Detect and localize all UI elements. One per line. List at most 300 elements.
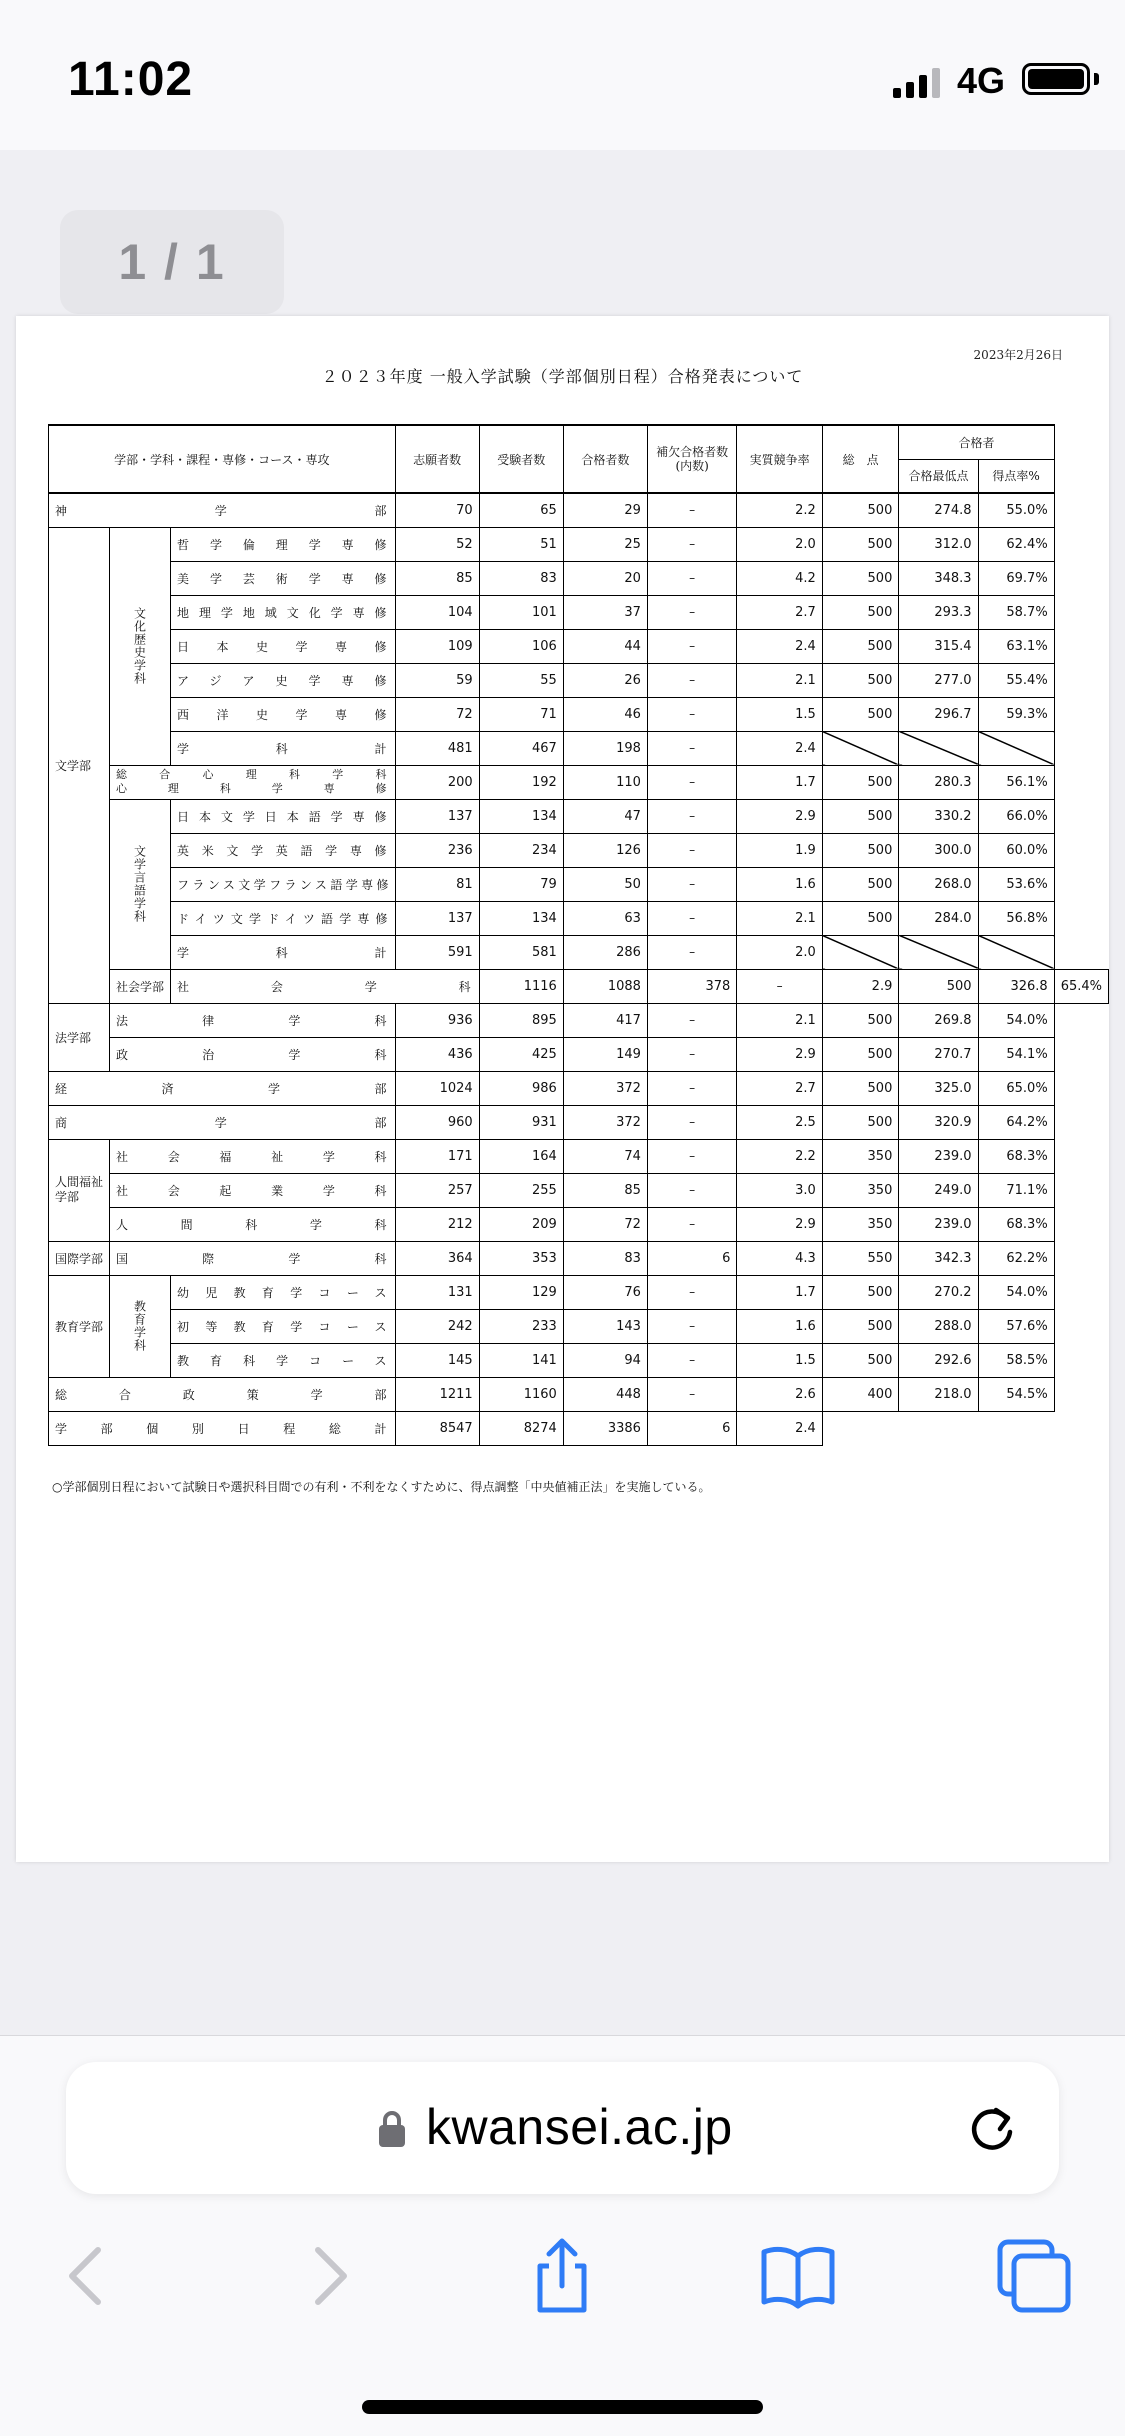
cell-passers: 25 (563, 527, 647, 561)
lock-icon (378, 2108, 406, 2148)
cell-score-rate: 54.0% (978, 1275, 1054, 1309)
table-row (49, 629, 1109, 663)
cell-ratio: 4.2 (737, 561, 822, 595)
cell-score-rate: 68.3% (978, 1207, 1054, 1241)
cell-passers: 149 (563, 1037, 647, 1071)
cell-supplementary: – (647, 1071, 736, 1105)
table-row (49, 1003, 1109, 1037)
cell-supplementary: – (647, 493, 736, 527)
cell-min-score: 269.8 (899, 1003, 978, 1037)
cell-examinees: 209 (479, 1207, 563, 1241)
group-letters: 文学部 (49, 527, 110, 1003)
row-label: 神学部 (49, 493, 396, 527)
address-bar[interactable] (66, 2062, 1059, 2194)
cell-score-rate: 71.1% (978, 1173, 1054, 1207)
cell-min-score: 249.0 (899, 1173, 978, 1207)
cell-score-rate: 58.5% (978, 1343, 1054, 1377)
cell-examinees: 353 (479, 1241, 563, 1275)
row-label: 幼児教育学コース (171, 1275, 396, 1309)
cell-score-rate: 57.6% (978, 1309, 1054, 1343)
table-row (49, 1275, 1109, 1309)
cell-total: 400 (822, 1377, 899, 1411)
cell-supplementary: – (647, 1139, 736, 1173)
cell-min-score: 320.9 (899, 1105, 978, 1139)
row-label: 経済学部 (49, 1071, 396, 1105)
cell-passers: 26 (563, 663, 647, 697)
cell-score-rate: 56.1% (978, 765, 1054, 799)
cell-passers: 76 (563, 1275, 647, 1309)
header-supplementary-main: 補欠合格者数 (656, 445, 729, 459)
cell-passers: 448 (563, 1377, 647, 1411)
cell-total: 350 (822, 1139, 899, 1173)
cell-total: 500 (899, 969, 978, 1003)
cell-examinees: 83 (479, 561, 563, 595)
cell-supplementary: – (647, 663, 736, 697)
cell-examinees: 255 (479, 1173, 563, 1207)
header-score-rate: 得点率% (978, 459, 1054, 493)
cell-blank (899, 1411, 978, 1445)
cell-applicants: 1116 (479, 969, 563, 1003)
row-label: 国際学科 (110, 1241, 396, 1275)
cell-supplementary: – (647, 1037, 736, 1071)
cell-passers: 372 (563, 1071, 647, 1105)
row-label: 法律学科 (110, 1003, 396, 1037)
header-total-points: 総 点 (822, 425, 899, 493)
cell-min-score: 348.3 (899, 561, 978, 595)
cell-applicants: 109 (395, 629, 479, 663)
cell-ratio: 2.1 (737, 663, 822, 697)
cell-supplementary: – (647, 867, 736, 901)
cellular-signal-icon (893, 68, 943, 98)
row-label: 哲学倫理学専修 (171, 527, 396, 561)
cell-applicants: 70 (395, 493, 479, 527)
table-row (49, 833, 1109, 867)
table-row (49, 1105, 1109, 1139)
cell-passers: 63 (563, 901, 647, 935)
group-human-welfare: 人間福祉学部 (49, 1139, 110, 1241)
cell-score-rate: 69.7% (978, 561, 1054, 595)
cell-score-rate: 56.8% (978, 901, 1054, 935)
cell-examinees: 164 (479, 1139, 563, 1173)
cell-applicants: 72 (395, 697, 479, 731)
bookmarks-icon[interactable] (758, 2236, 838, 2316)
cell-applicants: 52 (395, 527, 479, 561)
cell-supplementary: – (647, 1275, 736, 1309)
cell-applicants: 481 (395, 731, 479, 765)
cell-passers: 47 (563, 799, 647, 833)
header-supplementary-sub: (内数) (675, 459, 709, 473)
cell-passers: 85 (563, 1173, 647, 1207)
cell-total: 500 (822, 1003, 899, 1037)
cell-applicants: 364 (395, 1241, 479, 1275)
cell-applicants: 1024 (395, 1071, 479, 1105)
table-row (49, 1207, 1109, 1241)
cell-applicants: 59 (395, 663, 479, 697)
home-indicator (362, 2400, 763, 2414)
cell-ratio: 2.9 (737, 799, 822, 833)
cell-ratio: 4.3 (737, 1241, 822, 1275)
cell-examinees: 141 (479, 1343, 563, 1377)
cell-min-score: 315.4 (899, 629, 978, 663)
cell-passers: 417 (563, 1003, 647, 1037)
cell-supplementary: – (647, 697, 736, 731)
cell-examinees: 425 (479, 1037, 563, 1071)
header-min-score: 合格最低点 (899, 459, 978, 493)
cell-ratio: 2.1 (737, 901, 822, 935)
table-row (49, 765, 1109, 799)
cell-min-score: 326.8 (978, 969, 1054, 1003)
cell-score-rate: 54.0% (978, 1003, 1054, 1037)
cell-min-score: 325.0 (899, 1071, 978, 1105)
results-table (48, 424, 1109, 1446)
cell-supplementary: – (647, 1309, 736, 1343)
cell-total: 500 (822, 1071, 899, 1105)
header-passers: 合格者数 (563, 425, 647, 493)
cell-supplementary: – (647, 901, 736, 935)
cell-total: 500 (822, 901, 899, 935)
row-label: 社会起業学科 (110, 1173, 396, 1207)
cell-score-rate: 55.4% (978, 663, 1054, 697)
cell-examinees: 931 (479, 1105, 563, 1139)
cell-total: 500 (822, 833, 899, 867)
cell-passers: 198 (563, 731, 647, 765)
row-label: 社会福祉学科 (110, 1139, 396, 1173)
cell-applicants: 936 (395, 1003, 479, 1037)
cell-applicants: 85 (395, 561, 479, 595)
cell-score-rate: 64.2% (978, 1105, 1054, 1139)
cell-examinees: 65 (479, 493, 563, 527)
row-label: 英米文学英語学専修 (171, 833, 396, 867)
cell-score-rate: 65.0% (978, 1071, 1054, 1105)
cell-total: 350 (822, 1173, 899, 1207)
cell-supplementary: – (647, 629, 736, 663)
row-label: 地理学地域文化学専修 (171, 595, 396, 629)
cell-examinees: 1088 (563, 969, 647, 1003)
cell-min-score: 280.3 (899, 765, 978, 799)
cell-examinees: 134 (479, 799, 563, 833)
cell-ratio: 3.0 (737, 1173, 822, 1207)
forward-icon[interactable] (290, 2236, 370, 2316)
cell-applicants: 171 (395, 1139, 479, 1173)
status-bar (0, 0, 1125, 150)
header-passers-group: 合格者 (899, 425, 1054, 459)
cell-min-score: 239.0 (899, 1207, 978, 1241)
cell-total: 500 (822, 493, 899, 527)
cell-ratio: 1.9 (737, 833, 822, 867)
cell-passers: 143 (563, 1309, 647, 1343)
pdf-viewer[interactable] (0, 150, 1125, 2035)
cell-ratio: 2.9 (822, 969, 899, 1003)
row-label: フランス文学フランス語学専修 (171, 867, 396, 901)
cell-ratio: 2.1 (737, 1003, 822, 1037)
cell-examinees: 71 (479, 697, 563, 731)
cell-applicants: 137 (395, 799, 479, 833)
cell-supplementary: – (647, 527, 736, 561)
cell-ratio: 2.7 (737, 1071, 822, 1105)
table-row (49, 1377, 1109, 1411)
share-icon[interactable] (522, 2236, 602, 2316)
cell-passers: 50 (563, 867, 647, 901)
status-time: 11:02 (68, 53, 194, 106)
table-row (49, 731, 1109, 765)
cell-applicants: 1211 (395, 1377, 479, 1411)
cell-min-score: 274.8 (899, 493, 978, 527)
cell-examinees: 106 (479, 629, 563, 663)
cell-min-score: 277.0 (899, 663, 978, 697)
table-row (49, 867, 1109, 901)
cell-min-score: 270.7 (899, 1037, 978, 1071)
cell-min-score: 330.2 (899, 799, 978, 833)
cell-score-rate: 60.0% (978, 833, 1054, 867)
cell-score-rate: 62.2% (978, 1241, 1054, 1275)
cell-supplementary: – (647, 595, 736, 629)
table-row (49, 969, 1109, 1003)
cell-passers: 94 (563, 1343, 647, 1377)
cell-total: 500 (822, 561, 899, 595)
cell-examinees: 101 (479, 595, 563, 629)
header-examinees: 受験者数 (479, 425, 563, 493)
cell-applicants: 436 (395, 1037, 479, 1071)
cell-score-rate: 54.5% (978, 1377, 1054, 1411)
table-row (49, 1037, 1109, 1071)
row-label: 西洋史学専修 (171, 697, 396, 731)
cell-examinees: 55 (479, 663, 563, 697)
header-ratio: 実質競争率 (737, 425, 822, 493)
cell-passers: 44 (563, 629, 647, 663)
cell-empty-slash (822, 935, 899, 969)
cell-passers: 72 (563, 1207, 647, 1241)
cell-supplementary: – (647, 1173, 736, 1207)
cell-applicants: 104 (395, 595, 479, 629)
row-label: 学科計 (171, 935, 396, 969)
cell-applicants: 257 (395, 1173, 479, 1207)
row-label: 商学部 (49, 1105, 396, 1139)
cell-total: 500 (822, 867, 899, 901)
group-education: 教育学部 (49, 1275, 110, 1377)
cell-passers: 29 (563, 493, 647, 527)
row-label-line2: 心理科学専修 (116, 782, 389, 795)
cell-ratio: 1.7 (737, 1275, 822, 1309)
cell-passers: 110 (563, 765, 647, 799)
cell-applicants: 8547 (395, 1411, 479, 1445)
table-row (49, 1071, 1109, 1105)
cell-supplementary: – (647, 561, 736, 595)
cell-ratio: 2.7 (737, 595, 822, 629)
cell-supplementary: – (647, 765, 736, 799)
cell-empty-slash (822, 731, 899, 765)
cell-total: 350 (822, 1207, 899, 1241)
group-culture-history: 文化歴史学科 (110, 527, 171, 765)
cell-supplementary: 6 (647, 1411, 736, 1445)
row-label: 学科計 (171, 731, 396, 765)
cell-examinees: 192 (479, 765, 563, 799)
cell-min-score: 312.0 (899, 527, 978, 561)
cell-supplementary: – (737, 969, 822, 1003)
table-row (49, 1343, 1109, 1377)
cell-total: 500 (822, 595, 899, 629)
table-row-total (49, 1411, 1109, 1445)
cell-score-rate: 54.1% (978, 1037, 1054, 1071)
header-supplementary (647, 425, 736, 493)
reload-icon[interactable] (962, 2098, 1022, 2158)
cell-examinees: 79 (479, 867, 563, 901)
table-row (49, 595, 1109, 629)
cell-min-score: 270.2 (899, 1275, 978, 1309)
cell-total: 550 (822, 1241, 899, 1275)
browser-toolbar (0, 2035, 1125, 2436)
cell-examinees: 233 (479, 1309, 563, 1343)
cell-blank (822, 1411, 899, 1445)
row-label: 日本史学専修 (171, 629, 396, 663)
cell-score-rate: 65.4% (1054, 969, 1108, 1003)
cell-score-rate: 55.0% (978, 493, 1054, 527)
cell-ratio: 1.7 (737, 765, 822, 799)
cell-supplementary: – (647, 1377, 736, 1411)
cell-examinees: 581 (479, 935, 563, 969)
cell-score-rate: 53.6% (978, 867, 1054, 901)
cell-ratio: 2.4 (737, 1411, 822, 1445)
tabs-icon[interactable] (994, 2236, 1074, 2316)
cell-total: 500 (822, 1105, 899, 1139)
cell-passers: 83 (563, 1241, 647, 1275)
cell-supplementary: – (647, 799, 736, 833)
table-row (49, 697, 1109, 731)
header-dept: 学部・学科・課程・専修・コース・専攻 (49, 425, 396, 493)
cell-ratio: 1.6 (737, 1309, 822, 1343)
cell-empty-slash (978, 935, 1054, 969)
cell-total: 500 (822, 527, 899, 561)
cell-applicants: 131 (395, 1275, 479, 1309)
url-text[interactable]: kwansei.ac.jp (426, 2099, 733, 2155)
header-applicants: 志願者数 (395, 425, 479, 493)
cell-supplementary: – (647, 1105, 736, 1139)
cell-empty-slash (899, 935, 978, 969)
row-label: 社会学科 (171, 969, 480, 1003)
table-row (49, 663, 1109, 697)
row-label: 教育科学コース (171, 1343, 396, 1377)
cell-passers: 286 (563, 935, 647, 969)
table-row (49, 561, 1109, 595)
table-row (49, 527, 1109, 561)
group-education-sub: 教育学科 (110, 1275, 171, 1377)
cell-applicants: 200 (395, 765, 479, 799)
row-label: アジア史学専修 (171, 663, 396, 697)
cell-total: 500 (822, 799, 899, 833)
cell-examinees: 129 (479, 1275, 563, 1309)
cell-score-rate: 66.0% (978, 799, 1054, 833)
group-law: 法学部 (49, 1003, 110, 1071)
cell-ratio: 2.4 (737, 629, 822, 663)
cell-ratio: 2.9 (737, 1207, 822, 1241)
cell-ratio: 2.9 (737, 1037, 822, 1071)
cell-passers: 20 (563, 561, 647, 595)
cell-min-score: 300.0 (899, 833, 978, 867)
row-label-line1: 総合心理科学科 (116, 768, 389, 781)
cell-min-score: 288.0 (899, 1309, 978, 1343)
cell-min-score: 342.3 (899, 1241, 978, 1275)
cell-score-rate: 68.3% (978, 1139, 1054, 1173)
battery-tip (1094, 73, 1099, 85)
cell-min-score: 296.7 (899, 697, 978, 731)
cell-ratio: 2.2 (737, 1139, 822, 1173)
cell-passers: 372 (563, 1105, 647, 1139)
cell-applicants: 137 (395, 901, 479, 935)
cell-passers: 126 (563, 833, 647, 867)
table-row (49, 1173, 1109, 1207)
table-row (49, 935, 1109, 969)
cell-score-rate: 62.4% (978, 527, 1054, 561)
cell-ratio: 1.5 (737, 697, 822, 731)
cell-supplementary: – (647, 1207, 736, 1241)
row-label: 学部個別日程総計 (49, 1411, 396, 1445)
cell-examinees: 895 (479, 1003, 563, 1037)
cell-total: 500 (822, 629, 899, 663)
cell-min-score: 218.0 (899, 1377, 978, 1411)
cell-examinees: 134 (479, 901, 563, 935)
cell-supplementary: – (647, 1003, 736, 1037)
cell-total: 500 (822, 1343, 899, 1377)
cell-applicants: 591 (395, 935, 479, 969)
cell-empty-slash (978, 731, 1054, 765)
back-icon[interactable] (46, 2236, 126, 2316)
cell-empty-slash (899, 731, 978, 765)
cell-applicants: 242 (395, 1309, 479, 1343)
cell-passers: 37 (563, 595, 647, 629)
cell-applicants: 212 (395, 1207, 479, 1241)
cell-min-score: 239.0 (899, 1139, 978, 1173)
cell-passers: 3386 (563, 1411, 647, 1445)
cell-supplementary: 6 (647, 1241, 736, 1275)
table-row (49, 901, 1109, 935)
cell-examinees: 234 (479, 833, 563, 867)
cell-supplementary: – (647, 833, 736, 867)
row-label: 総合政策学部 (49, 1377, 396, 1411)
cell-applicants: 960 (395, 1105, 479, 1139)
table-row (49, 1309, 1109, 1343)
cell-supplementary: – (647, 935, 736, 969)
group-intl: 国際学部 (49, 1241, 110, 1275)
battery-icon (1022, 63, 1090, 95)
pdf-page (16, 316, 1109, 1862)
cell-total: 500 (822, 1275, 899, 1309)
row-label: 美学芸術学専修 (171, 561, 396, 595)
cell-min-score: 284.0 (899, 901, 978, 935)
cell-min-score: 268.0 (899, 867, 978, 901)
cell-score-rate: 59.3% (978, 697, 1054, 731)
cell-examinees: 1160 (479, 1377, 563, 1411)
cell-ratio: 2.0 (737, 935, 822, 969)
cell-passers: 46 (563, 697, 647, 731)
table-row (49, 1241, 1109, 1275)
table-row (49, 799, 1109, 833)
cell-applicants: 81 (395, 867, 479, 901)
document-title: ２０２３年度 一般入学試験（学部個別日程）合格発表について (321, 367, 804, 386)
row-label: 人間科学科 (110, 1207, 396, 1241)
cell-supplementary: – (647, 1343, 736, 1377)
document-date: 2023年2月26日 (973, 348, 1063, 362)
row-label: 日本文学日本語学専修 (171, 799, 396, 833)
cell-examinees: 8274 (479, 1411, 563, 1445)
row-label: 政治学科 (110, 1037, 396, 1071)
table-row (49, 1139, 1109, 1173)
cell-ratio: 2.2 (737, 493, 822, 527)
row-label (110, 765, 396, 799)
cell-total: 500 (822, 1037, 899, 1071)
cell-min-score: 293.3 (899, 595, 978, 629)
cell-ratio: 2.5 (737, 1105, 822, 1139)
cell-examinees: 986 (479, 1071, 563, 1105)
cell-applicants: 145 (395, 1343, 479, 1377)
